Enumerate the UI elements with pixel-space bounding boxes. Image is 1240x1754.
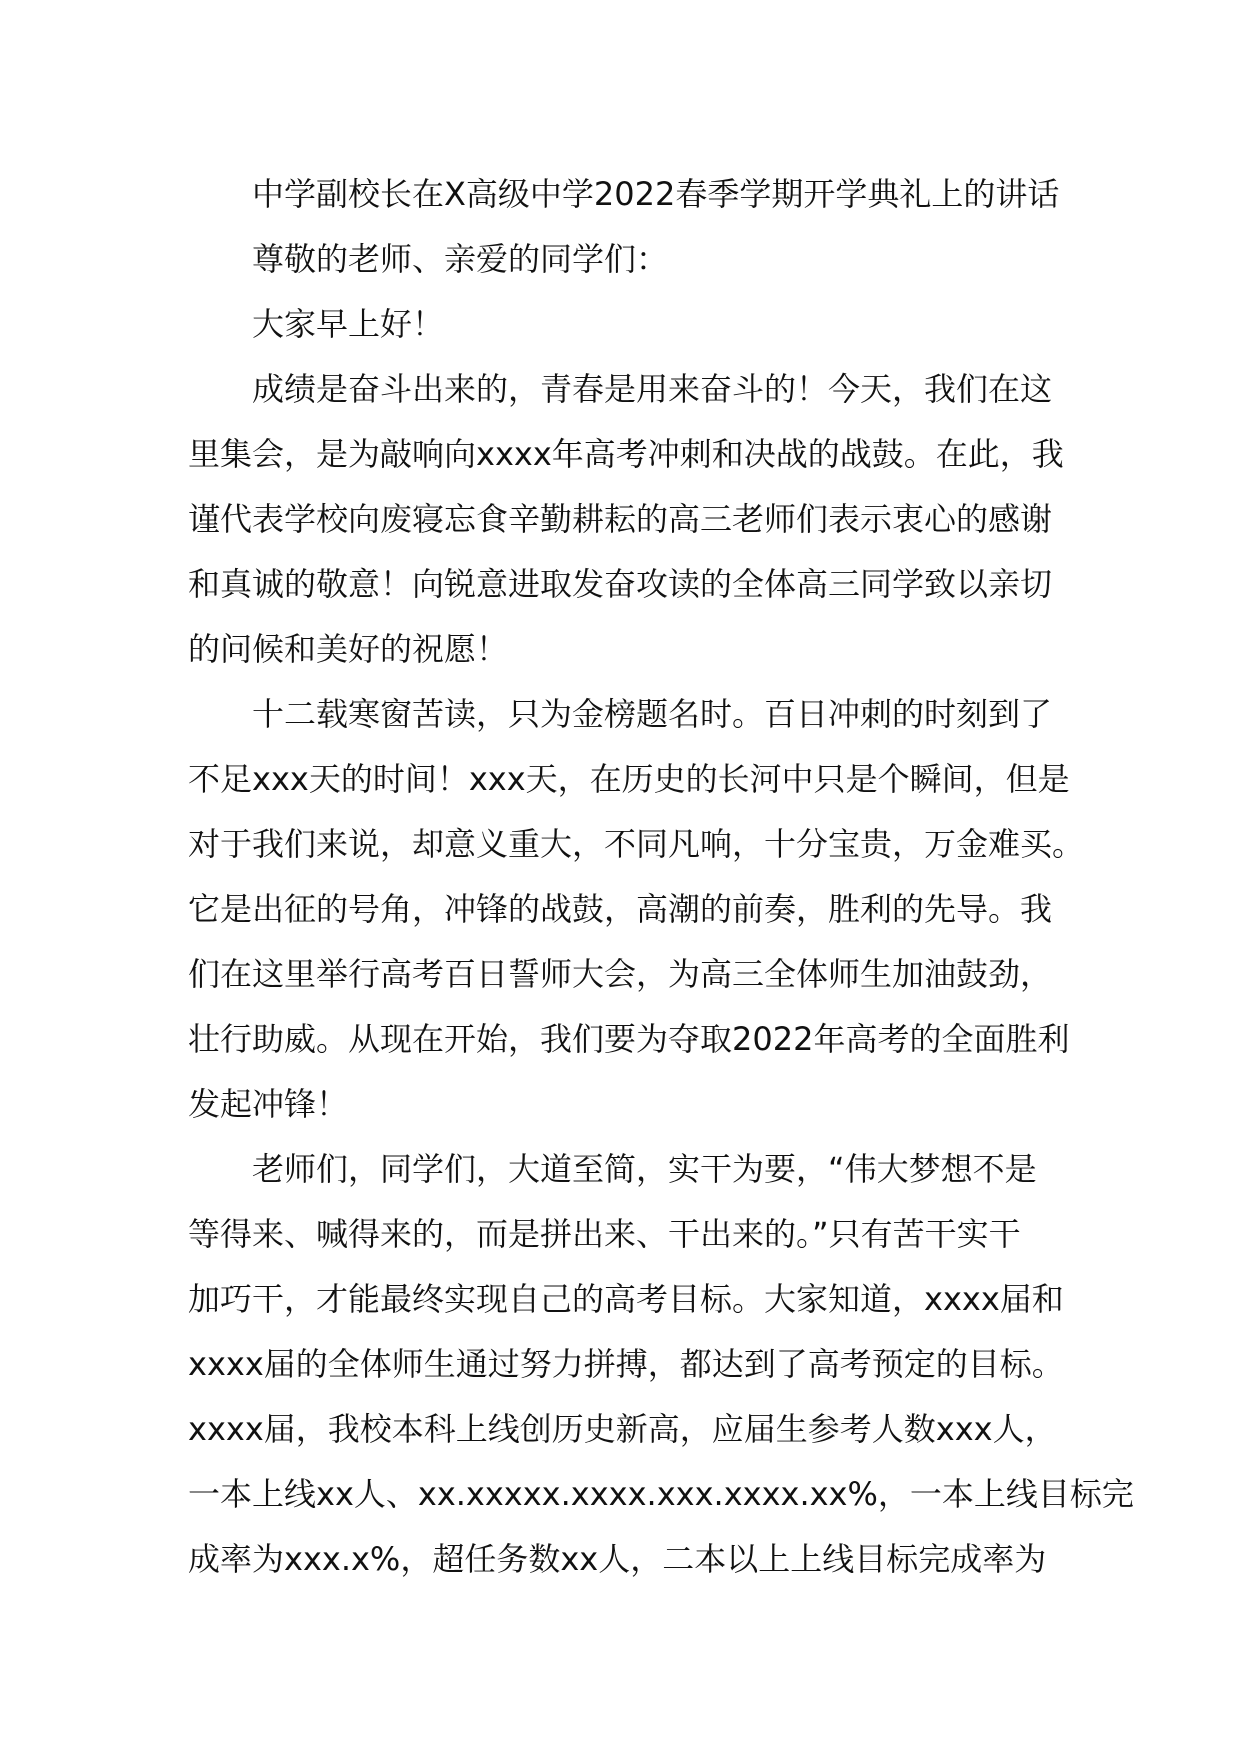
document-title: 中学副校长在X高级中学2022春季学期开学典礼上的讲话 — [252, 175, 1060, 213]
paragraph-line: 一本上线xx人、xx.xxxxx.xxxx.xxx.xxxx.xx%，一本上线目标完 — [188, 1475, 1134, 1513]
paragraph-line: 谨代表学校向废寝忘食辛勤耕耘的高三老师们表示衷心的感谢 — [188, 500, 1053, 538]
paragraph-2 — [188, 682, 1085, 1137]
paragraph-line: 的问候和美好的祝愿！ — [188, 630, 509, 668]
paragraph-line: 对于我们来说，却意义重大，不同凡响，十分宝贵，万金难买。 — [188, 825, 1085, 863]
salutation: 尊敬的老师、亲爱的同学们： — [252, 240, 669, 278]
paragraph-line: 里集会，是为敲响向xxxx年高考冲刺和决战的战鼓。在此，我 — [188, 435, 1064, 473]
paragraph-line: 壮行助威。从现在开始，我们要为夺取2022年高考的全面胜利 — [188, 1020, 1070, 1058]
paragraph-1 — [188, 357, 1064, 682]
paragraph-line: 它是出征的号角，冲锋的战鼓，高潮的前奏，胜利的先导。我 — [188, 890, 1053, 928]
paragraph-line: 不足xxx天的时间！xxx天，在历史的长河中只是个瞬间，但是 — [188, 760, 1070, 798]
greeting: 大家早上好！ — [252, 305, 445, 343]
paragraph-line: xxxx届，我校本科上线创历史新高，应届生参考人数xxx人， — [188, 1410, 1057, 1448]
paragraph-line: 老师们，同学们，大道至简，实干为要，“伟大梦想不是 — [252, 1150, 1037, 1188]
paragraph-line: 成率为xxx.x%，超任务数xx人，二本以上上线目标完成率为 — [188, 1540, 1047, 1578]
paragraph-line: 成绩是奋斗出来的，青春是用来奋斗的！今天，我们在这 — [252, 370, 1053, 408]
paragraph-3 — [188, 1137, 1134, 1592]
paragraph-line: xxxx届的全体师生通过努力拼搏，都达到了高考预定的目标。 — [188, 1345, 1064, 1383]
paragraph-line: 发起冲锋！ — [188, 1085, 349, 1123]
paragraph-line: 和真诚的敬意！向锐意进取发奋攻读的全体高三同学致以亲切 — [188, 565, 1053, 603]
paragraph-line: 十二载寒窗苦读，只为金榜题名时。百日冲刺的时刻到了 — [252, 695, 1053, 733]
paragraph-line: 加巧干，才能最终实现自己的高考目标。大家知道，xxxx届和 — [188, 1280, 1064, 1318]
document-body — [188, 162, 1134, 1592]
paragraph-line: 们在这里举行高考百日誓师大会，为高三全体师生加油鼓劲， — [188, 955, 1053, 993]
paragraph-line: 等得来、喊得来的，而是拼出来、干出来的。”只有苦干实干 — [188, 1215, 1021, 1253]
